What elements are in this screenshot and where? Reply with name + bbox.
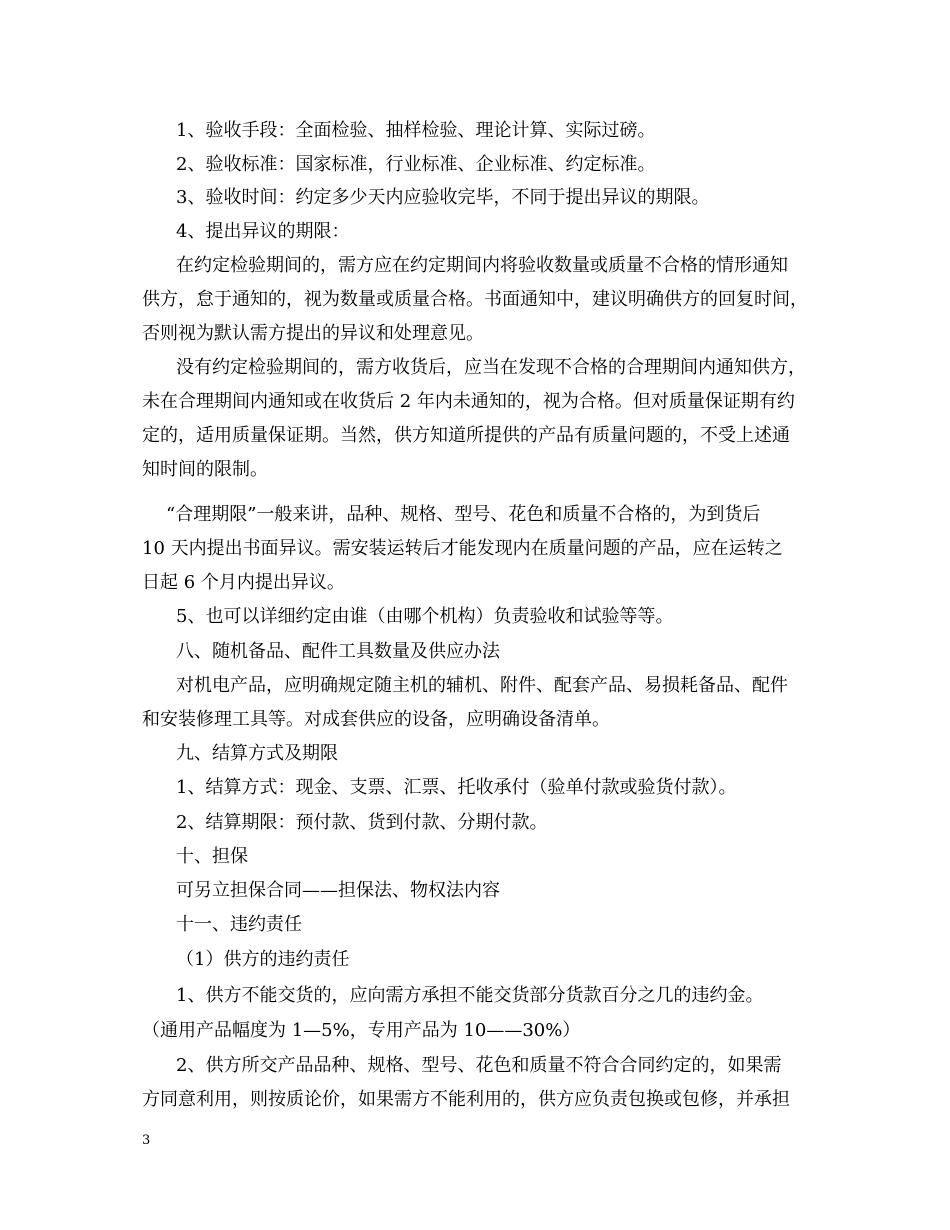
- text-line: 否则视为默认需方提出的异议和处理意见。: [142, 323, 484, 344]
- text-line: 5、也可以详细约定由谁（由哪个机构）负责验收和试验等等。: [176, 606, 674, 627]
- text-line: （1）供方的违约责任: [176, 949, 350, 970]
- text-line: 3、验收时间：约定多少天内应验收完毕，不同于提出异议的期限。: [176, 187, 710, 208]
- text-line: 知时间的限制。: [142, 459, 268, 480]
- text-line: 日起 6 个月内提出异议。: [142, 572, 345, 593]
- text-line: 九、结算方式及期限: [176, 743, 338, 764]
- text-line: 10 天内提出书面异议。需安装运转后才能发现内在质量问题的产品，应在运转之: [142, 538, 783, 559]
- text-line: 2、结算期限：预付款、货到付款、分期付款。: [176, 812, 548, 833]
- text-line: 2、供方所交产品品种、规格、型号、花色和质量不符合合同约定的，如果需: [176, 1055, 782, 1076]
- text-line: 在约定检验期间的，需方应在约定期间内将验收数量或质量不合格的情形通知: [176, 255, 788, 276]
- text-line: 八、随机备品、配件工具数量及供应办法: [176, 641, 500, 662]
- text-line: 对机电产品，应明确规定随主机的辅机、附件、配套产品、易损耗备品、配件: [176, 675, 788, 696]
- text-line: 供方，怠于通知的，视为数量或质量合格。书面通知中，建议明确供方的回复时间，: [142, 289, 808, 310]
- text-line: 1、验收手段：全面检验、抽样检验、理论计算、实际过磅。: [176, 120, 656, 141]
- text-line: 4、提出异议的期限：: [176, 221, 350, 242]
- text-line: （通用产品幅度为 1—5%，专用产品为 10——30%）: [142, 1020, 581, 1041]
- text-line: 十一、违约责任: [176, 914, 302, 935]
- text-line: 1、供方不能交货的，应向需方承担不能交货部分货款百分之几的违约金。: [176, 985, 764, 1006]
- text-line: 和安装修理工具等。对成套供应的设备，应明确设备清单。: [142, 709, 610, 730]
- text-line: “合理期限”一般来讲，品种、规格、型号、花色和质量不合格的，为到货后: [166, 504, 761, 525]
- text-line: 十、担保: [176, 846, 248, 867]
- text-line: 2、验收标准：国家标准，行业标准、企业标准、约定标准。: [176, 154, 656, 175]
- text-line: 没有约定检验期间的，需方收货后，应当在发现不合格的合理期间内通知供方，: [176, 357, 806, 378]
- page-number: 3: [142, 1133, 151, 1148]
- text-line: 定的，适用质量保证期。当然，供方知道所提供的产品有质量问题的，不受上述通: [142, 425, 790, 446]
- text-line: 可另立担保合同——担保法、物权法内容: [176, 880, 500, 901]
- text-line: 未在合理期间内通知或在收货后 2 年内未通知的，视为合格。但对质量保证期有约: [142, 391, 795, 412]
- text-line: 方同意利用，则按质论价，如果需方不能利用的，供方应负责包换或包修，并承担: [142, 1089, 790, 1110]
- text-line: 1、结算方式：现金、支票、汇票、托收承付（验单付款或验货付款）。: [176, 777, 737, 798]
